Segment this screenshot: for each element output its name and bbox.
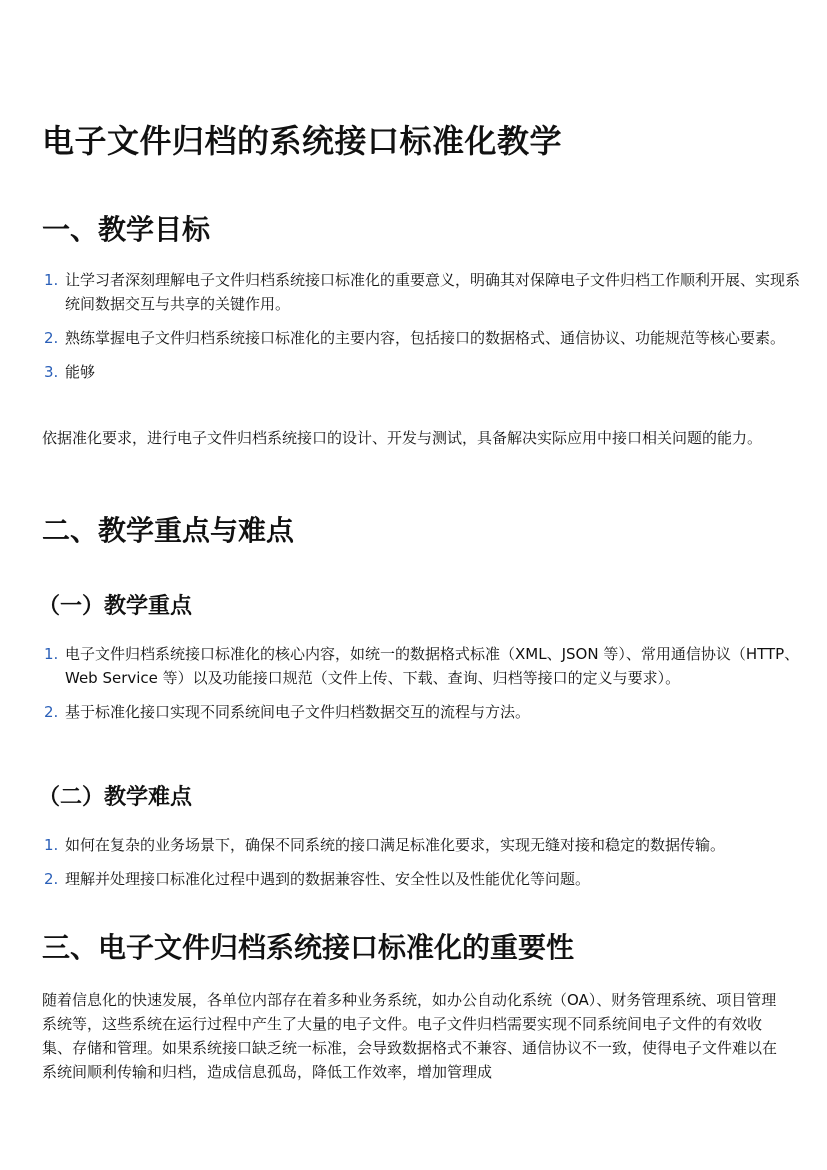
list-item (42, 700, 804, 724)
list-number: 1. (44, 836, 59, 854)
section-heading-key-points: 二、教学重点与难点 (42, 514, 295, 547)
document-title: 电子文件归档的系统接口标准化教学 (42, 122, 563, 160)
list-number: 2. (44, 329, 59, 347)
importance-paragraph: 随着信息化的快速发展，各单位内部存在着多种业务系统，如办公自动化系统（OA）、财务管理系统、项目管理系统等，这些系统在运行过程中产生了大量的电子文件。电子文件归档需要实现不同系统间电子文件的有效收集、存储和管理。如果系统接口缺乏统一标准，会导致数据格式不兼容、通信协议不一致，使得电子文件难以在系统间顺利传输和归档，造成信息孤岛，降低工作效率，增加管理成 (42, 991, 778, 1081)
objectives-list (42, 268, 804, 394)
list-number: 1. (44, 645, 59, 663)
list-item-text: 让学习者深刻理解电子文件归档系统接口标准化的重要意义，明确其对保障电子文件归档工作顺利开展、实现系统间数据交互与共享的关键作用。 (65, 271, 801, 313)
list-item-text: 理解并处理接口标准化过程中遇到的数据兼容性、安全性以及性能优化等问题。 (65, 870, 591, 888)
list-item (42, 326, 804, 350)
list-item (42, 867, 804, 891)
list-item (42, 833, 804, 857)
list-number: 1. (44, 271, 59, 289)
list-item (42, 360, 804, 384)
list-number: 2. (44, 870, 59, 888)
list-number: 3. (44, 363, 59, 381)
section-heading-importance: 三、电子文件归档系统接口标准化的重要性 (42, 931, 575, 964)
list-item-text: 能够 (65, 363, 96, 381)
list-item-text: 电子文件归档系统接口标准化的核心内容，如统一的数据格式标准（XML、JSON 等）、常用通信协议（HTTP、Web Service 等）以及功能接口规范（文件上传、下载、查询、归档等接口的定义与要求）。 (65, 645, 800, 687)
list-item-text: 如何在复杂的业务场景下，确保不同系统的接口满足标准化要求，实现无缝对接和稳定的数据传输。 (65, 836, 726, 854)
subsection-heading-key-points: （一）教学重点 (38, 594, 193, 619)
objectives-paragraph: 依据准化要求，进行电子文件归档系统接口的设计、开发与测试，具备解决实际应用中接口相关问题的能力。 (42, 429, 763, 447)
section-heading-objectives: 一、教学目标 (42, 213, 211, 246)
key-points-list (42, 642, 804, 734)
list-item-text: 熟练掌握电子文件归档系统接口标准化的主要内容，包括接口的数据格式、通信协议、功能规范等核心要素。 (65, 329, 786, 347)
subsection-heading-difficulties: （二）教学难点 (38, 785, 193, 810)
list-item (42, 268, 804, 316)
difficulties-list (42, 833, 804, 901)
list-item (42, 642, 804, 690)
list-item-text: 基于标准化接口实现不同系统间电子文件归档数据交互的流程与方法。 (65, 703, 531, 721)
list-number: 2. (44, 703, 59, 721)
